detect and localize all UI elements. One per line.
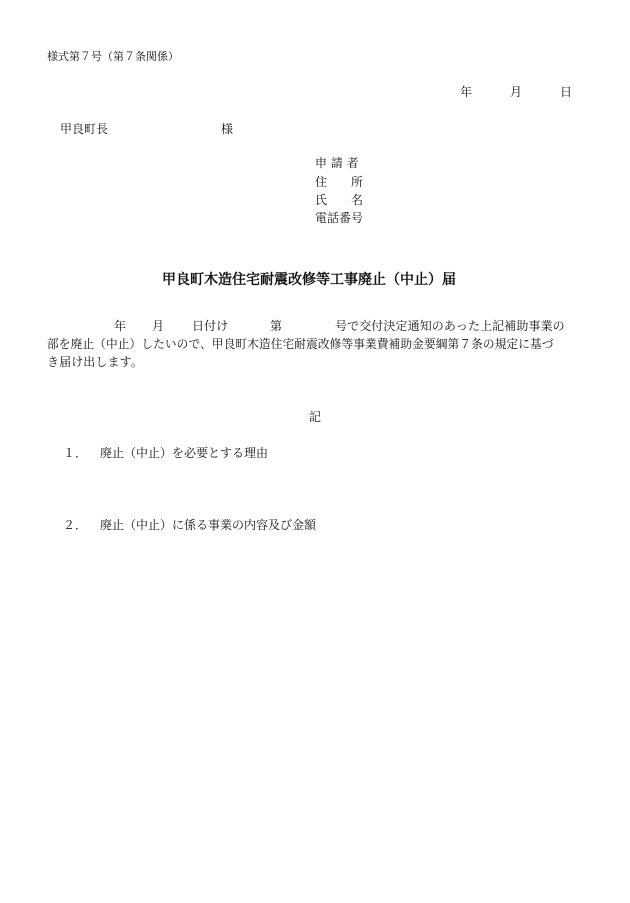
body-line3: き届け出します。	[47, 355, 143, 369]
date-month-label: 月	[510, 85, 523, 99]
body-line1-rest: 号で交付決定通知のあった上記補助事業の	[335, 319, 565, 333]
item-2-text: 廃止（中止）に係る事業の内容及び金額	[100, 518, 317, 532]
body-number-prefix: 第	[270, 319, 283, 333]
ki-heading: 記	[309, 410, 322, 424]
applicant-address-label: 住 所	[315, 175, 364, 189]
date-year-label: 年	[460, 85, 473, 99]
body-dated: 日付け	[192, 319, 229, 333]
item-1-number: １．	[63, 446, 88, 460]
item-2-number: ２．	[63, 518, 88, 532]
applicant-label: 申 請 者	[315, 156, 359, 170]
document-title: 甲良町木造住宅耐震改修等工事廃止（中止）届	[162, 272, 456, 288]
form-reference: 様式第７号（第７条関係）	[47, 50, 179, 63]
addressee-honorific: 様	[221, 122, 234, 136]
date-day-label: 日	[560, 85, 573, 99]
applicant-phone-label: 電話番号	[315, 211, 364, 225]
body-month: 月	[152, 319, 165, 333]
applicant-name-label: 氏 名	[315, 193, 364, 207]
item-1-text: 廃止（中止）を必要とする理由	[100, 446, 269, 460]
body-year: 年	[114, 319, 127, 333]
body-line2: 部を廃止（中止）したいので、甲良町木造住宅耐震改修等事業費補助金要綱第７条の規定に基づ	[47, 337, 554, 351]
addressee-name: 甲良町長	[60, 122, 109, 136]
